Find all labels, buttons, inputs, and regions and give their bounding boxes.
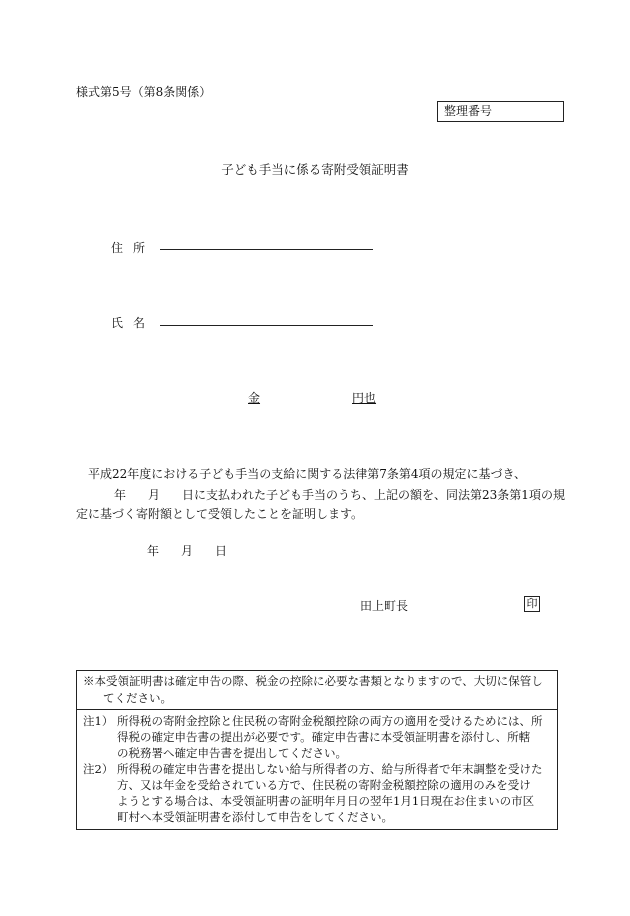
- date-day: 日: [215, 544, 228, 558]
- certification-date: [147, 542, 227, 559]
- note-1-line: 得税の確定申告書の提出が必要です。確定申告書に本受領証明書を添付し、所轄: [117, 730, 531, 744]
- date-year: 年: [147, 544, 160, 558]
- name-label: 氏名: [111, 316, 156, 330]
- form-number: 様式第5号（第8条関係）: [76, 85, 212, 99]
- amount-line: [248, 389, 376, 406]
- date-month: 月: [181, 544, 194, 558]
- body-text-line-2: [76, 486, 565, 503]
- warning-line-1: ※本受領証明書は確定申告の際、税金の控除に必要な書類となりますので、大切に保管し: [83, 674, 543, 688]
- issuer-title: 田上町長: [360, 599, 409, 613]
- body-text-line-1: 平成22年度における子ども手当の支給に関する法律第7条第4項の規定に基づき、: [88, 467, 527, 481]
- name-field-line: [160, 325, 373, 326]
- notes-box: [76, 670, 558, 830]
- note-2-line: 所得税の確定申告書を提出しない給与所得者の方、給与所得者で年末調整を受けた: [117, 762, 543, 776]
- reference-number-box: 整理番号: [437, 101, 564, 122]
- note-2-line: 町村へ本受領証明書を添付して申告をしてください。: [117, 810, 393, 824]
- note-1: [77, 710, 557, 761]
- amount-blank: [260, 391, 352, 405]
- amount-prefix: 金: [248, 391, 261, 405]
- warning-line-2: てください。: [103, 691, 172, 705]
- storage-warning: [77, 671, 557, 710]
- note-2-line: ようとする場合は、本受領証明書の証明年月日の翌年1月1日現在お住まいの市区: [117, 794, 535, 808]
- note-1-label: 注1）: [83, 714, 114, 728]
- body-text-line-3: 定に基づく寄附額として受領したことを証明します。: [76, 507, 364, 521]
- note-2-line: 方、又は年金を受給されている方で、住民税の寄附金税額控除の適用のみを受け: [117, 778, 531, 792]
- note-2: [77, 761, 557, 829]
- body-year: 年: [114, 488, 127, 502]
- address-label: 住所: [111, 241, 156, 255]
- body-rest: 日に支払われた子ども手当のうち、上記の額を、同法第23条第1項の規: [182, 488, 565, 502]
- amount-suffix: 円也: [352, 391, 377, 405]
- note-1-line: 所得税の寄附金控除と住民税の寄附金税額控除の両方の適用を受けるためには、所: [117, 714, 543, 728]
- document-title: 子ども手当に係る寄附受領証明書: [221, 162, 409, 177]
- note-1-line: の税務署へ確定申告書を提出してください。: [117, 746, 347, 760]
- note-2-label: 注2）: [83, 762, 114, 776]
- body-month: 月: [148, 488, 161, 502]
- address-field-line: [160, 249, 373, 250]
- seal-mark: 印: [524, 596, 540, 612]
